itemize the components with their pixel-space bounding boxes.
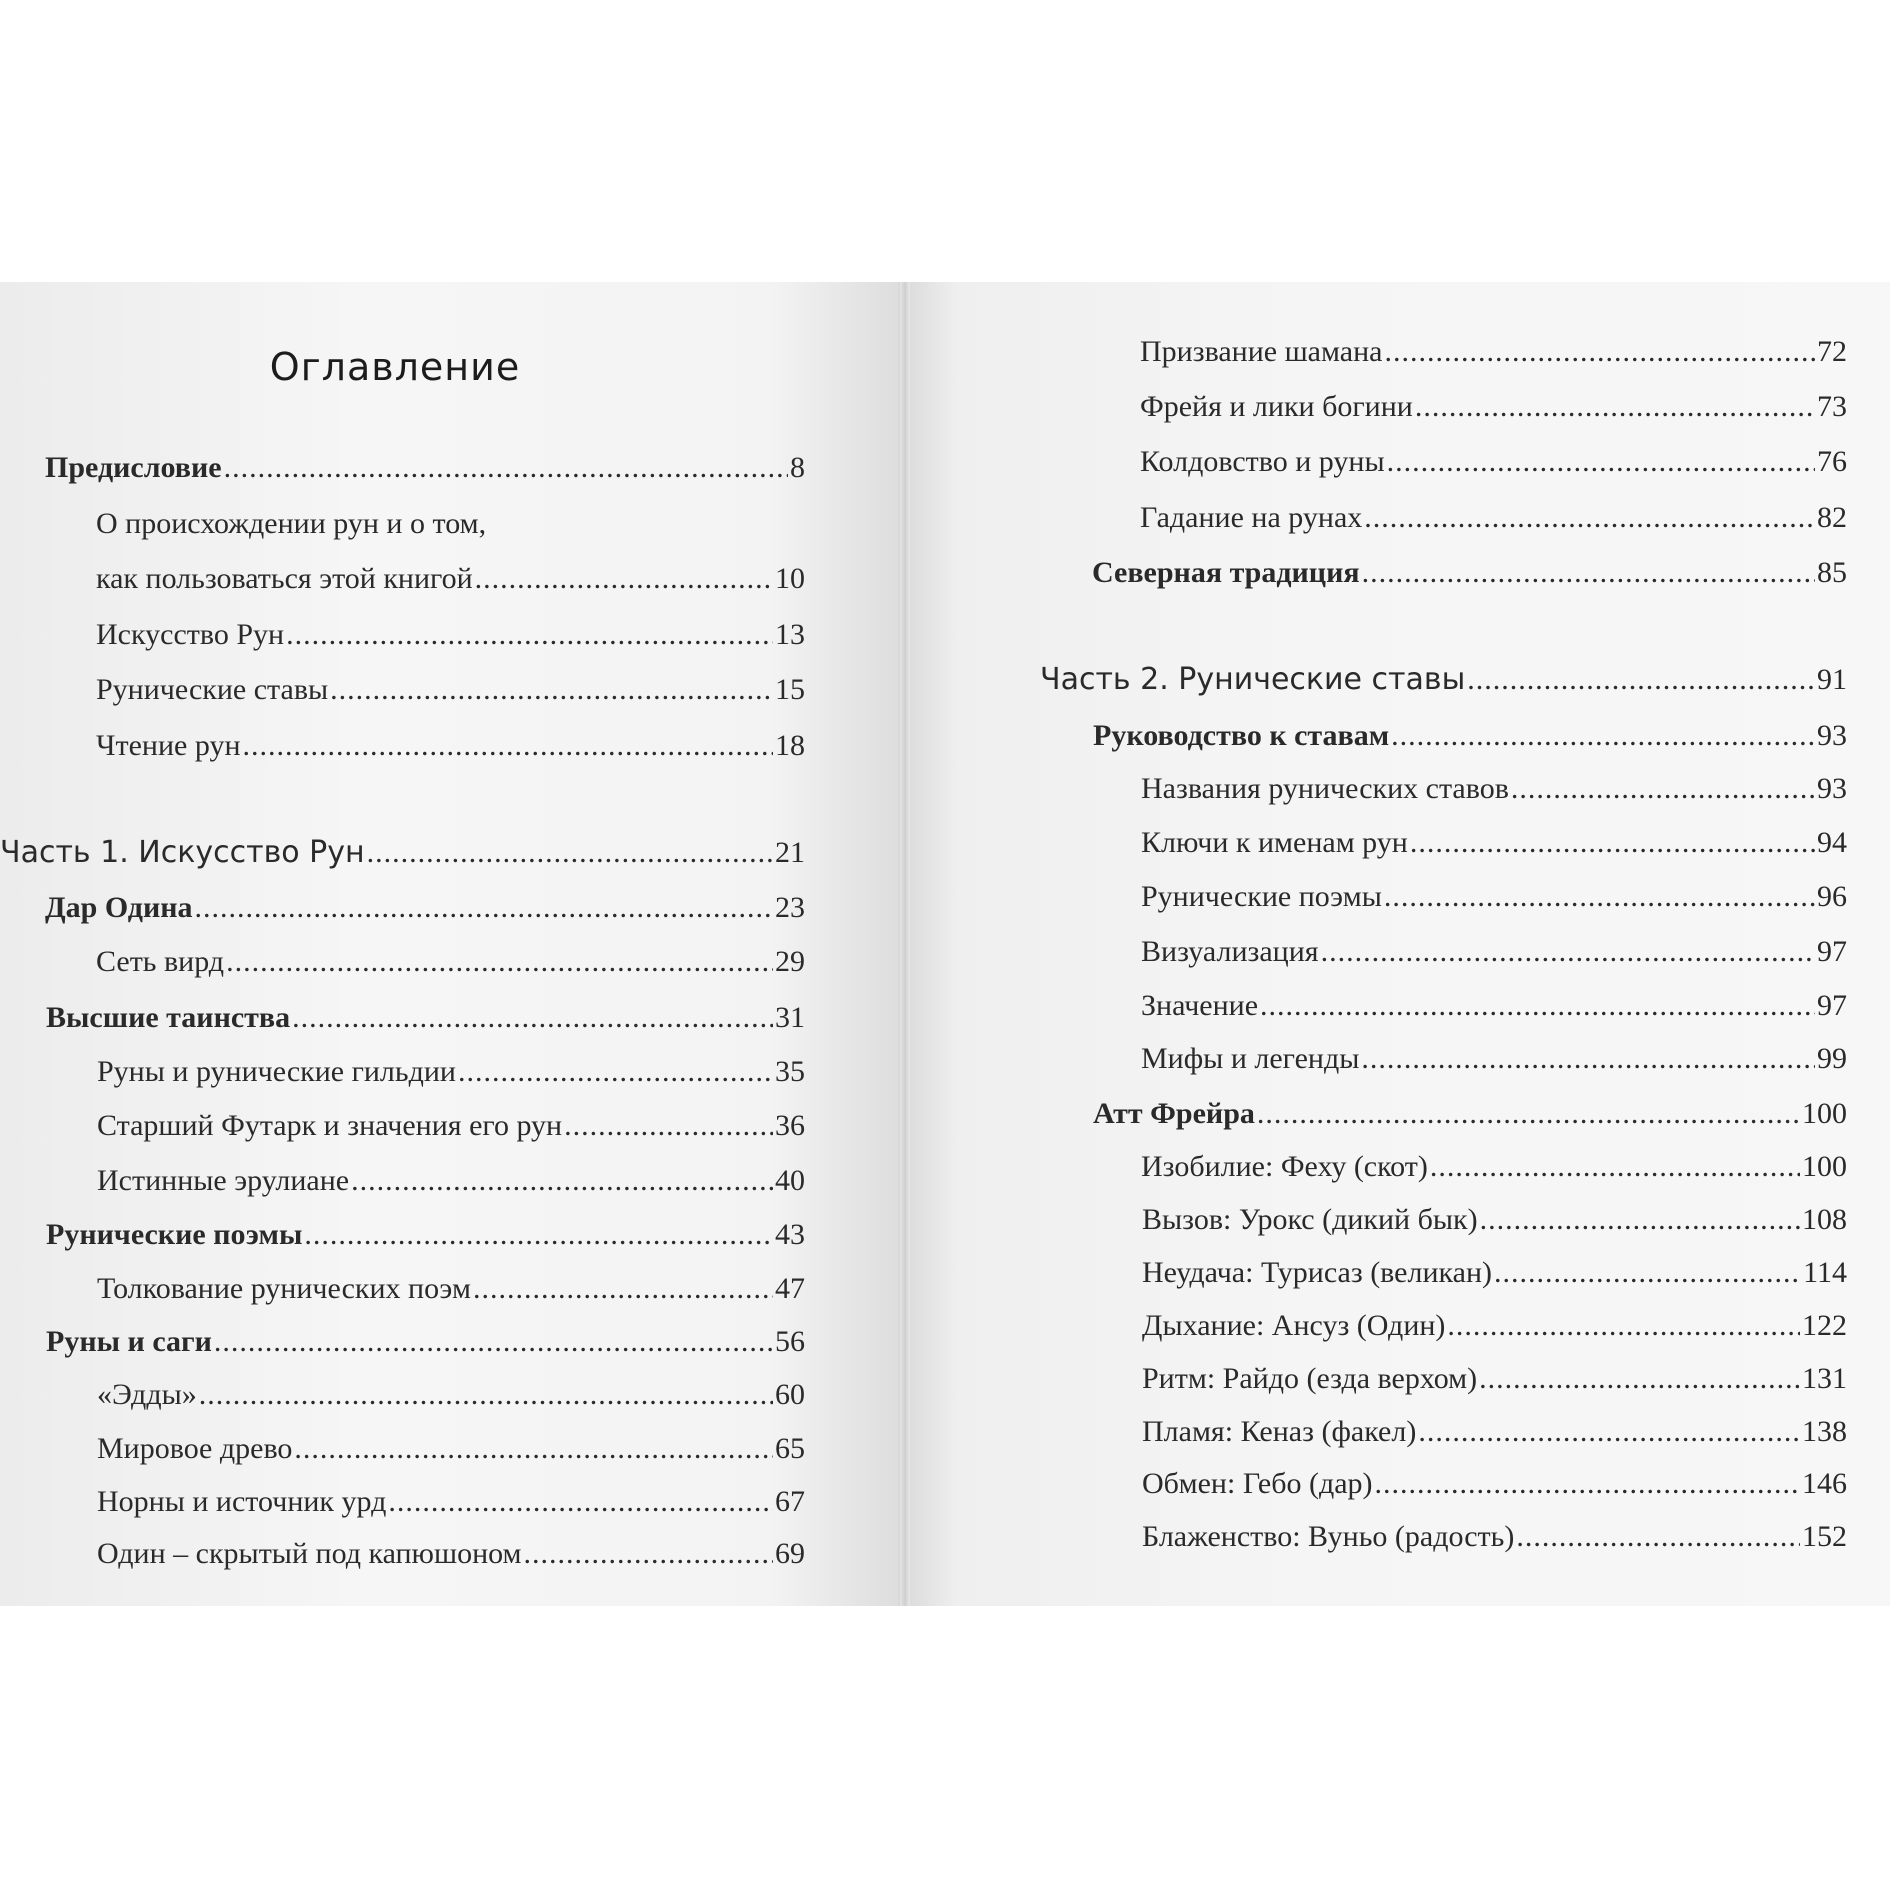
toc-entry (96, 617, 805, 653)
dot-leader (1375, 1466, 1800, 1502)
toc-page-number: 18 (775, 729, 805, 762)
toc-page-number: 91 (1817, 663, 1847, 696)
toc-page-number: 15 (775, 673, 805, 706)
toc-entry-title: Искусство Рун (96, 618, 285, 651)
toc-entry (1141, 988, 1847, 1024)
dot-leader (214, 1324, 773, 1360)
dot-leader (473, 1271, 773, 1307)
toc-page-number: 23 (775, 891, 805, 924)
dot-leader (388, 1484, 773, 1520)
book-gutter (900, 282, 910, 1606)
dot-leader (330, 672, 773, 708)
toc-entry (96, 506, 490, 542)
toc-entry-title: Истинные эрулиане (97, 1164, 350, 1197)
toc-entry (1141, 771, 1847, 807)
toc-entry (96, 728, 805, 764)
dot-leader (1430, 1149, 1800, 1185)
toc-entry-title: Мировое древо (97, 1432, 293, 1465)
toc-page-number: 96 (1817, 880, 1847, 913)
toc-page-number: 72 (1817, 335, 1847, 368)
toc-page-number: 43 (775, 1218, 805, 1251)
dot-leader (199, 1377, 773, 1413)
toc-entry (46, 1217, 805, 1253)
toc-entry (96, 672, 805, 708)
toc-entry-title: Названия рунических ставов (1141, 772, 1509, 805)
dot-leader (1391, 718, 1815, 754)
toc-entry-title: Руны и рунические гильдии (97, 1055, 456, 1088)
toc-entry (97, 1377, 805, 1413)
dot-leader (351, 1163, 773, 1199)
toc-entry-title: Норны и источник урд (97, 1485, 387, 1518)
dot-leader (1364, 500, 1815, 536)
dot-leader (243, 728, 773, 764)
dot-leader (524, 1536, 773, 1572)
toc-entry-title: Старший Футарк и значения его рун (97, 1109, 563, 1142)
toc-entry (97, 1431, 805, 1467)
toc-page-number: 73 (1817, 390, 1847, 423)
toc-entry (46, 1000, 805, 1036)
toc-page-number: 85 (1817, 556, 1847, 589)
toc-entry-title: Сеть вирд (96, 945, 225, 978)
toc-entry (97, 1536, 805, 1572)
dot-leader (367, 835, 773, 871)
toc-page-number: 97 (1817, 989, 1847, 1022)
toc-entry (97, 1163, 805, 1199)
dot-leader (304, 1217, 773, 1253)
toc-entry (1092, 555, 1847, 591)
dot-leader (1511, 771, 1815, 807)
toc-entry (45, 890, 805, 926)
toc-entry-title: Фрейя и лики богини (1140, 390, 1413, 423)
toc-entry-title: Колдовство и руны (1140, 445, 1385, 478)
toc-entry-title: Ключи к именам рун (1141, 826, 1408, 859)
toc-page-number: 47 (775, 1272, 805, 1305)
toc-entry-title: Обмен: Гебо (дар) (1142, 1467, 1373, 1500)
dot-leader (1260, 988, 1815, 1024)
dot-leader (1384, 879, 1815, 915)
toc-entry (97, 1054, 805, 1090)
dot-leader (1415, 389, 1815, 425)
toc-page-number: 69 (775, 1537, 805, 1570)
toc-title: Оглавление (269, 345, 521, 389)
dot-leader (1494, 1255, 1801, 1291)
toc-entry-title: Чтение рун (96, 729, 241, 762)
toc-entry (1040, 662, 1847, 698)
toc-page-number: 10 (775, 562, 805, 595)
dot-leader (1479, 1361, 1800, 1397)
toc-entry (46, 1324, 805, 1360)
toc-page-number: 8 (790, 451, 805, 484)
toc-entry-title: Гадание на рунах (1140, 501, 1363, 534)
toc-entry-title: Рунические поэмы (46, 1218, 303, 1251)
dot-leader (292, 1000, 773, 1036)
toc-entry-title: Высшие таинства (46, 1001, 291, 1034)
toc-entry-title: «Эдды» (97, 1378, 197, 1411)
toc-entry (1140, 334, 1847, 370)
toc-page-number: 67 (775, 1485, 805, 1518)
toc-page-number: 29 (775, 945, 805, 978)
dot-leader (195, 890, 773, 926)
toc-page-number: 93 (1817, 772, 1847, 805)
toc-entry (1142, 1361, 1847, 1397)
toc-page-number: 99 (1817, 1042, 1847, 1075)
dot-leader (1362, 555, 1815, 591)
dot-leader (1387, 444, 1815, 480)
toc-entry-title: Атт Фрейра (1093, 1097, 1255, 1130)
dot-leader (1480, 1202, 1800, 1238)
toc-entry-title: Часть 2. Рунические ставы (1040, 662, 1466, 697)
toc-page-number: 100 (1802, 1097, 1847, 1130)
toc-entry-title: Рунические поэмы (1141, 880, 1382, 913)
toc-entry (1141, 1041, 1847, 1077)
toc-page-number: 65 (775, 1432, 805, 1465)
dot-leader (1410, 825, 1815, 861)
toc-entry (45, 450, 805, 486)
dot-leader (1467, 662, 1815, 698)
toc-entry (97, 1271, 805, 1307)
toc-entry (1142, 1466, 1847, 1502)
toc-entry (96, 561, 805, 597)
toc-entry-title: Визуализация (1141, 935, 1319, 968)
dot-leader (458, 1054, 773, 1090)
toc-entry-title: Рунические ставы (96, 673, 329, 706)
toc-entry-title: Мифы и легенды (1141, 1042, 1360, 1075)
dot-leader (1361, 1041, 1815, 1077)
toc-entry-title: как пользоваться этой книгой (96, 562, 473, 595)
toc-page-number: 94 (1817, 826, 1847, 859)
toc-entry (1140, 444, 1847, 480)
dot-leader (286, 617, 773, 653)
toc-page-number: 152 (1802, 1520, 1847, 1553)
toc-entry (1140, 500, 1847, 536)
toc-page-number: 100 (1802, 1150, 1847, 1183)
toc-page-number: 13 (775, 618, 805, 651)
toc-entry-title: Пламя: Кеназ (факел) (1142, 1415, 1417, 1448)
toc-page-number: 131 (1802, 1362, 1847, 1395)
dot-leader (1447, 1308, 1800, 1344)
toc-page-number: 36 (775, 1109, 805, 1142)
toc-entry-title: Ритм: Райдо (езда верхом) (1142, 1362, 1478, 1395)
toc-entry-title: Руководство к ставам (1093, 719, 1390, 752)
toc-entry (97, 1108, 805, 1144)
toc-entry (1141, 879, 1847, 915)
toc-page-number: 35 (775, 1055, 805, 1088)
toc-page-number: 76 (1817, 445, 1847, 478)
toc-entry (96, 944, 805, 980)
toc-page-number: 108 (1802, 1203, 1847, 1236)
toc-entry (97, 1484, 805, 1520)
toc-entry (1140, 389, 1847, 425)
toc-entry (1141, 1149, 1847, 1185)
toc-page-number: 114 (1803, 1256, 1847, 1289)
toc-page-number: 93 (1817, 719, 1847, 752)
toc-entry (1142, 1202, 1847, 1238)
toc-entry-title: Вызов: Урокс (дикий бык) (1142, 1203, 1478, 1236)
toc-entry-title: Значение (1141, 989, 1259, 1022)
toc-page-number: 146 (1802, 1467, 1847, 1500)
toc-entry (1142, 1308, 1847, 1344)
toc-page-number: 138 (1802, 1415, 1847, 1448)
toc-entry-title: О происхождении рун и о том, (96, 507, 487, 540)
dot-leader (1321, 934, 1815, 970)
toc-page-number: 31 (775, 1001, 805, 1034)
toc-entry-title: Часть 1. Искусство Рун (0, 835, 365, 870)
toc-entry (1141, 825, 1847, 861)
toc-entry-title: Неудача: Турисаз (великан) (1142, 1256, 1492, 1289)
toc-entry-title: Северная традиция (1092, 556, 1360, 589)
dot-leader (294, 1431, 773, 1467)
dot-leader (1257, 1096, 1800, 1132)
toc-entry-title: Дар Одина (45, 891, 193, 924)
toc-entry (1093, 718, 1847, 754)
toc-entry-title: Блаженство: Вуньо (радость) (1142, 1520, 1515, 1553)
toc-entry-title: Один – скрытый под капюшоном (97, 1537, 522, 1570)
toc-entry-title: Изобилие: Феху (скот) (1141, 1150, 1428, 1183)
dot-leader (224, 450, 788, 486)
toc-entry (1142, 1414, 1847, 1450)
dot-leader (564, 1108, 773, 1144)
dot-leader (1516, 1519, 1800, 1555)
toc-page-number: 97 (1817, 935, 1847, 968)
toc-page-number: 60 (775, 1378, 805, 1411)
toc-page-number: 56 (775, 1325, 805, 1358)
toc-entry-title: Дыхание: Ансуз (Один) (1142, 1309, 1446, 1342)
dot-leader (226, 944, 773, 980)
toc-entry (1142, 1519, 1847, 1555)
toc-entry-title: Руны и саги (46, 1325, 212, 1358)
toc-entry (0, 835, 805, 871)
dot-leader (1418, 1414, 1800, 1450)
toc-entry (1141, 934, 1847, 970)
toc-entry-title: Призвание шамана (1140, 335, 1383, 368)
toc-entry (1142, 1255, 1847, 1291)
toc-entry-title: Толкование рунических поэм (97, 1272, 472, 1305)
toc-page-number: 40 (775, 1164, 805, 1197)
toc-entry (1093, 1096, 1847, 1132)
toc-page-number: 122 (1802, 1309, 1847, 1342)
dot-leader (475, 561, 773, 597)
toc-page-number: 21 (775, 836, 805, 869)
dot-leader (1384, 334, 1815, 370)
toc-page-number: 82 (1817, 501, 1847, 534)
toc-entry-title: Предисловие (45, 451, 222, 484)
